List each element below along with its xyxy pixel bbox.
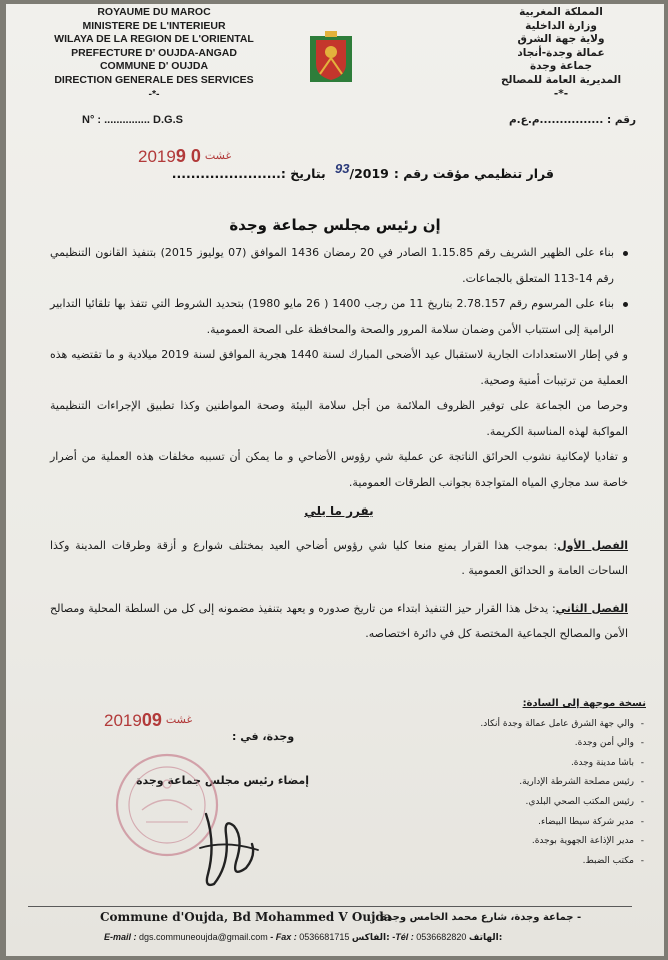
footer-divider	[28, 906, 632, 907]
header-fr-line: ROYAUME DU MAROC	[97, 6, 211, 18]
decree-title-part1: قرار تنظيمي مؤقت رقم :	[393, 166, 554, 181]
copy-recipient: - رئيس مصلحة الشرطة الإدارية.	[426, 773, 646, 793]
header-fr-line: MINISTERE DE L'INTERIEUR	[82, 19, 226, 32]
reference-number-fr: N° : ............... D.G.S	[82, 114, 183, 126]
date-stamp-signature	[104, 710, 196, 731]
copy-recipient: - مدير الإذاعة الجهوية بوجدة.	[426, 832, 646, 852]
header-french	[34, 6, 274, 101]
header-fr-line: WILAYA DE LA REGION DE L'ORIENTAL	[54, 33, 254, 46]
fax-value: 0536681715	[299, 932, 350, 942]
tel-label: -Tél :	[392, 932, 414, 942]
article-text: : يدخل هذا القرار حيز التنفيذ ابتداء من تاريخ صدوره و يعهد بتنفيذ مضمونه إلى كل من السلطة المحلية ومصالح الأمن والمصالح الجماعية المختصة كل في دائرة اختصاصه.	[50, 601, 628, 640]
header-ar-line: المملكة المغربية	[519, 6, 603, 18]
stamp-month: غشت	[204, 150, 232, 162]
header-ar-line: وزارة الداخلية	[525, 19, 597, 32]
preamble-paragraph: و في إطار الاستعدادات الجارية لاستقبال عيد الأضحى المبارك لسنة 1440 هجرية الموافق لسنة 2019 ميلادية و ما تقتضيه هذه العملية من ترتيبات أمنية وصحية.	[50, 348, 628, 387]
tel-label-ar: الهاتف:	[468, 933, 503, 943]
header-fr-line: -*-	[148, 87, 160, 100]
header-ar-line: ولاية جهة الشرق	[517, 33, 605, 46]
header-arabic	[476, 6, 646, 101]
header-ar-line: المديرية العامة للمصالح	[500, 73, 622, 86]
copy-recipient: - مكتب الضبط.	[426, 852, 646, 872]
header-ar-line: جماعة وجدة	[529, 60, 593, 73]
copy-recipient: - باشا مدينة وجدة.	[426, 754, 646, 774]
preamble-paragraph: بناء على الظهير الشريف رقم 1.15.85 الصادر في 20 رمضان 1436 الموافق (07 يوليوز 2015) بتنفيذ القانون التنظيمي رقم 14-113 المتعلق بالجماعات.	[50, 240, 628, 291]
decree-number-handwritten: 93	[335, 161, 350, 176]
email-label: E-mail :	[104, 932, 137, 942]
copies-list	[426, 694, 646, 871]
preamble-paragraph: بناء على المرسوم رقم 2.78.157 بتاريخ 11 من رجب 1400 ( 26 مايو 1980) بتحديد الشروط التي تتفذ بها تلقائيا التدابير الرامية إلى استتباب الأمن وضمان سلامة المرور والصحة والمحافظة على الصحة العمومية.	[50, 291, 628, 342]
stamp-month: غشت	[165, 714, 193, 726]
handwritten-signature-icon	[186, 804, 276, 894]
signature-title: إمضاء رئيس مجلس جماعة وجدة	[136, 774, 310, 787]
stamp-day: 09	[141, 710, 162, 730]
signature-place: وجدة، في :	[232, 730, 295, 743]
article-text: : بموجب هذا القرار يمنع منعا كليا شي رؤوس أضاحي العيد بمختلف شوارع و أزقة وطرقات المدينة وكذا الساحات العامة و الحدائق العمومية .	[50, 538, 628, 577]
decree-body	[50, 240, 628, 659]
coat-of-arms-icon	[306, 30, 356, 86]
stamp-year: 2019	[104, 711, 142, 730]
header-ar-line: عمالة وجدة-أنجاد	[517, 46, 605, 59]
article-2	[50, 596, 628, 647]
article-label: الفصل الثاني	[555, 601, 628, 615]
header-fr-line: PREFECTURE D' OUJDA-ANGAD	[71, 46, 237, 59]
article-label: الفصل الأول	[557, 538, 629, 552]
copy-recipient: - رئيس المكتب الصحي البلدي.	[426, 793, 646, 813]
preamble-paragraph: و تفاديا لإمكانية نشوب الحرائق الناتجة عن عملية شي رؤوس الأضاحي و ما يمكن أن تسببه مخلفات هذه العملية من أضرار خاصة سد مجاري المياه المتواجدة بجوانب الطرقات العمومية.	[50, 450, 628, 489]
fax-label-ar: الفاكس:	[351, 933, 390, 943]
document-page	[6, 4, 664, 956]
header-fr-line: DIRECTION GENERALE DES SERVICES	[54, 73, 254, 86]
stamp-year: 2019	[138, 147, 176, 166]
header-ar-line: -*-	[553, 87, 569, 100]
preamble-paragraph: وحرصا من الجماعة على توفير الظروف الملائمة من أجل سلامة البيئة وصحة المواطنين وكذا تطبيق الإجراءات التنظيمية المواكبة لهذه المناسبة الكريمة.	[50, 399, 628, 438]
fax-label: - Fax :	[270, 932, 297, 942]
copy-recipient: - والي جهة الشرق عامل عمالة وجدة أنكاد.	[426, 715, 646, 735]
stamp-day: 0 9	[175, 146, 201, 166]
copy-recipient: - والي أمن وجدة.	[426, 734, 646, 754]
tel-value: 0536682820	[416, 932, 467, 942]
reference-number-ar: رقم : ................م.ع.م	[508, 114, 636, 126]
footer-contact	[104, 932, 502, 943]
decree-title-part2: /2019 بتاريخ :.......................	[171, 166, 389, 181]
footer-address-fr: Commune d'Oujda, Bd Mohammed V Oujda	[100, 910, 392, 924]
issuer-heading: إن رئيس مجلس جماعة وجدة	[229, 216, 441, 234]
date-stamp-top	[138, 146, 235, 167]
copies-heading: نسخة موجهة إلى السادة:	[522, 698, 646, 709]
article-1	[50, 533, 628, 584]
footer-address-ar: - جماعة وجدة، شارع محمد الخامس وجدة	[381, 912, 582, 923]
email-value: dgs.communeoujda@gmail.com	[139, 932, 268, 942]
decree-title	[167, 161, 554, 181]
header-fr-line: COMMUNE D' OUJDA	[99, 60, 209, 73]
copy-recipient: - مدير شركة سيطا البيضاء.	[426, 813, 646, 833]
decide-heading: يقرر ما يلي	[304, 504, 374, 518]
